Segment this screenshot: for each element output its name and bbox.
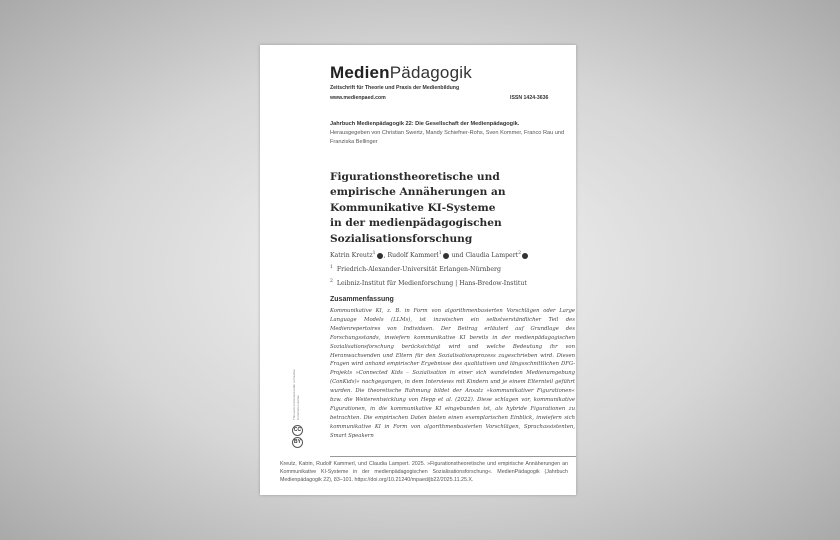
title-line: Kommunikative KI-Systeme <box>330 201 496 214</box>
abstract-text: Kommunikative KI, z. B. in Form von algorithmenbasierten Vorschlägen oder Large Language Models (LLMs), ist inzwischen ein selbstverständlicher Teil des Medienrepertoires von Individuen. Der Beitrag erläutert auf Grundlage des Forschungsstands, inwiefern kommunikative KI bereits in der medienpädagogischen Sozialisationsforschung berücksichtigt wird und welche Bedeutung ihr von Heranwachsenden und Eltern für den Sozialisationsprozess zugeschrieben wird. Diesen Fragen wird anhand empirischer Ergebnisse des qualitativen und längsschnittlichen DFG-Projekts »Connected Kids – Sozialisation in einer sich wandelnden Medienumgebung (ConKids)« nachgegangen, in dem Interviews mit Kindern und je einem Elternteil geführt wurden. Die theoretische Rahmung bildet der Ansatz »kommunikativer Figurationen« bzw. die Weiterentwicklung von Hepp et al. (2022). Diese schlagen vor, kommunikative Figurationen, in die kommunikative KI eingebunden ist, als hybride Figurationen zu betrachten. Die empirischen Daten bieten einen exemplarischen Einblick, inwiefern sich kommunikative KI in Form von algorithmenbasierten Vorschlägen, Sprachassistenten, Smart Speakern <box>330 308 575 439</box>
cc-license-icon[interactable]: CC <box>292 425 303 436</box>
logo-bold-part: Medien <box>330 63 390 82</box>
author-separator: , <box>383 252 388 260</box>
title-line: Sozialisationsforschung <box>330 232 473 245</box>
journal-website: www.medienpaed.com <box>330 95 386 101</box>
journal-subtitle: Zeitschrift für Theorie und Praxis der Medienbildung <box>330 85 460 91</box>
affiliation-2 <box>330 279 527 287</box>
abstract-heading: Zusammenfassung <box>330 296 394 303</box>
journal-issn: ISSN 1424-3636 <box>510 95 549 101</box>
yearbook-editors: Herausgegeben von Christian Swertz, Mandy Schiefner-Rohs, Sven Kommer, Franco Rau und Franziska Bellinger <box>330 130 565 145</box>
author-name: Claudia Lampert <box>465 252 519 260</box>
affiliation-name: Friedrich-Alexander-Universität Erlangen-Nürnberg <box>336 266 501 274</box>
affiliation-name: Leibniz-Institut für Medienforschung | Hans-Bredow-Institut <box>336 280 527 288</box>
affiliation-number: 1 <box>330 265 333 270</box>
license-text: This work is licensed under a Creative Commons License <box>292 369 300 420</box>
document-page <box>260 45 576 495</box>
cc-by-icon[interactable]: BY <box>292 437 303 448</box>
logo-light-part: Pädagogik <box>389 63 472 82</box>
citation-text: Kreutz, Katrin, Rudolf Kammerl, und Claudia Lampert. 2025. »Figurationstheoretische und empirische Annäherungen an Kommunikative KI-Systeme in der medienpädagogischen Sozialisationsforschung«. MedienPädagogik (Jahrbuch Medienpädagogik 22), 83–101. https://doi.org/10.21240/mpaed/jb22/2025.11.25.X. <box>280 461 568 483</box>
affiliation-number: 2 <box>330 279 333 284</box>
author-line <box>330 251 529 259</box>
title-line: Figurationstheoretische und <box>330 171 500 183</box>
orcid-icon[interactable] <box>522 253 528 259</box>
title-line: in der medienpädagogischen <box>330 217 502 230</box>
citation-divider <box>330 456 576 457</box>
author-name: Katrin Kreutz <box>330 252 373 260</box>
author-superscript: 1 <box>438 251 442 256</box>
journal-logo <box>330 63 472 83</box>
author-superscript: 1 <box>372 251 376 256</box>
affiliation-1 <box>330 265 501 273</box>
orcid-icon[interactable] <box>443 253 449 259</box>
author-name: Rudolf Kammerl <box>387 252 439 260</box>
author-superscript: 2 <box>518 251 522 256</box>
author-separator: und <box>449 252 466 260</box>
orcid-icon[interactable] <box>377 253 383 259</box>
yearbook-title: Jahrbuch Medienpädagogik 22: Die Gesellschaft der Medienpädagogik. <box>330 121 520 127</box>
license-sidebar <box>290 360 304 425</box>
article-title <box>330 170 570 247</box>
title-line: empirische Annäherungen an <box>330 186 506 199</box>
